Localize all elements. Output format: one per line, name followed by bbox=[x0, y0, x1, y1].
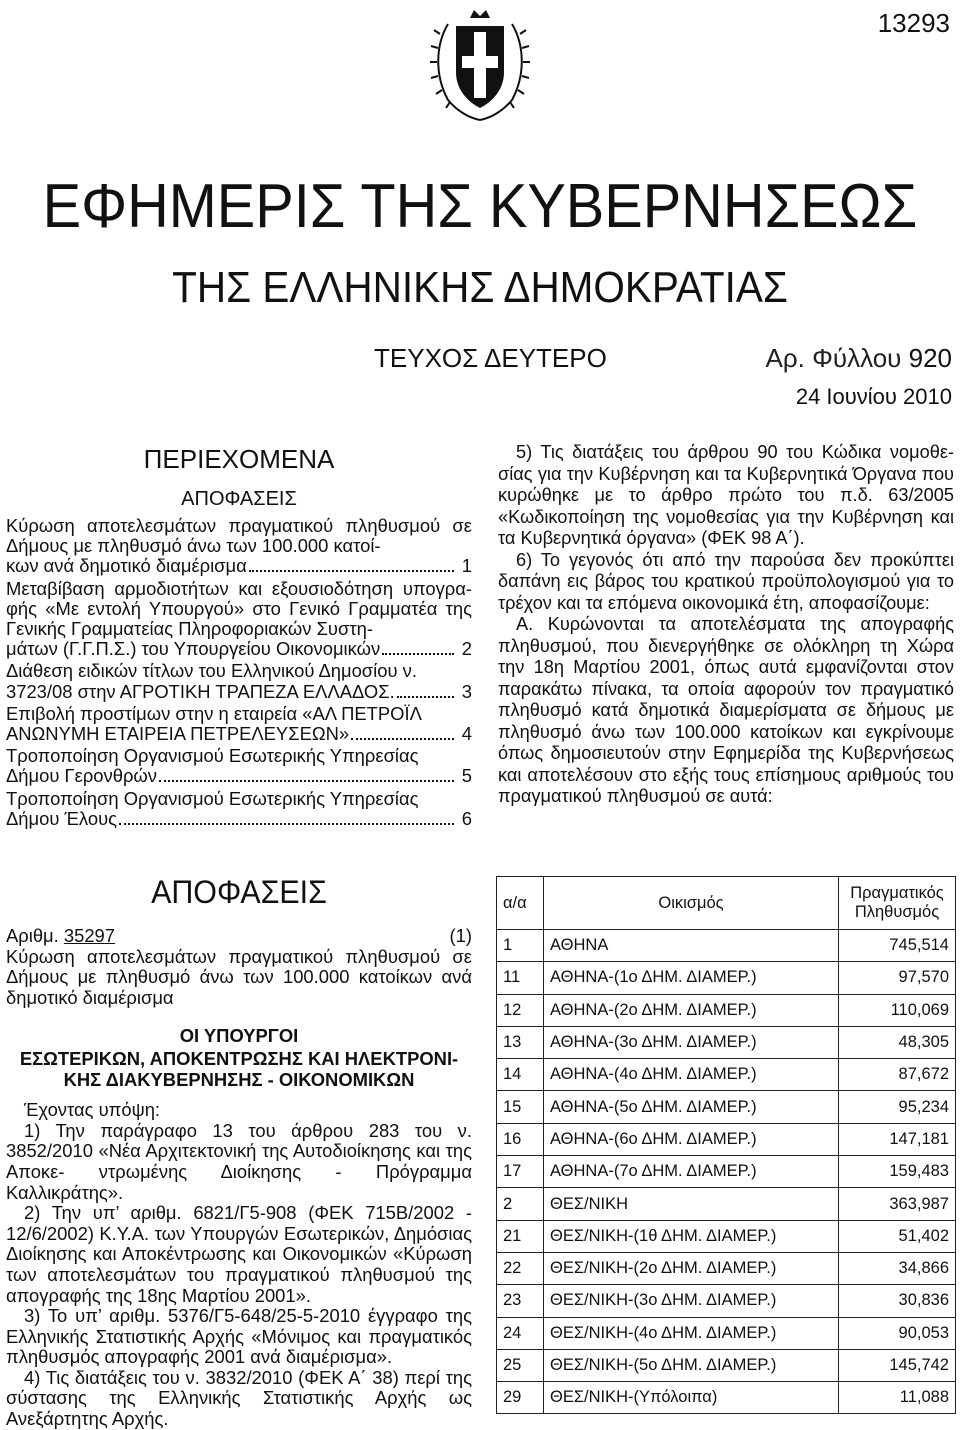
contents-heading: ΠΕΡΙΕΧΟΜΕΝΑ bbox=[143, 444, 335, 474]
row-population: 363,987 bbox=[839, 1188, 956, 1220]
table-row bbox=[497, 1252, 956, 1284]
decision-article-a: Α. Κυρώνονται τα αποτελέσματα της απογραφής πληθυσμού, που διενεργήθηκε σε ολόκληρη τη Χώρα την 18η Μαρτίου 2001, όπως αυτά εμφανίζονται στον παρακάτω πίνακα, τα οποία αφορούν τον πραγματικό πληθυσμό κατά δημοτικά διαμερίσματα σε δήμους με πληθυσμό άνω των 100.000 κατοίκων και εγκρίνουμε όπως δημοσιευτούν στην Εφημερίδα της Κυβερνήσεως και αποτελέσουν στο εξής τους επίσημους αριθμούς του πραγματικού πληθυσμού σε αυτά: bbox=[498, 614, 954, 806]
row-population: 97,570 bbox=[839, 962, 956, 994]
table-row bbox=[497, 962, 956, 994]
recital-4: 4) Τις διατάξεις του ν. 3832/2010 (ΦΕΚ Α΄ 38) περί της σύστασης της Ελληνικής Στατιστικής Αρχής ως Ανεξάρτητης Αρχής. bbox=[6, 1366, 472, 1430]
table-row bbox=[497, 930, 956, 962]
decision-body bbox=[6, 926, 472, 1430]
table-row bbox=[497, 994, 956, 1026]
row-settlement: ΑΘΗΝΑ-(4ο ΔΗΜ. ΔΙΑΜΕΡ.) bbox=[544, 1059, 839, 1091]
row-population: 90,053 bbox=[839, 1317, 956, 1349]
page-number: 13293 bbox=[877, 8, 950, 38]
row-population: 87,672 bbox=[839, 1059, 956, 1091]
row-population: 48,305 bbox=[839, 1026, 956, 1058]
recital-6: 6) Το γεγονός ότι από την παρούσα δεν προκύπτει δαπάνη εις βάρος του κρατικού προϋπολογισμού για το τρέχον και τα επόμενα οικονομικά έτη, αποφασίζουμε: bbox=[498, 549, 954, 613]
table-row bbox=[497, 1026, 956, 1058]
toc-entry[interactable] bbox=[6, 639, 472, 659]
issue-number-value: 920 bbox=[908, 343, 952, 373]
row-population: 745,514 bbox=[839, 930, 956, 962]
issue-series: ΤΕΥΧΟΣ ΔΕΥΤΕΡΟ bbox=[374, 343, 607, 373]
row-settlement: ΑΘΗΝΑ-(2ο ΔΗΜ. ΔΙΑΜΕΡ.) bbox=[544, 994, 839, 1026]
decision-body-continued bbox=[498, 442, 954, 808]
row-population: 95,234 bbox=[839, 1091, 956, 1123]
table-row bbox=[497, 1156, 956, 1188]
table-row bbox=[497, 1285, 956, 1317]
toc-entry-last-line: μάτων (Γ.Γ.Π.Σ.) του Υπουργείου Οικονομικών bbox=[6, 638, 381, 660]
decision-number bbox=[6, 926, 115, 947]
row-code: 2 bbox=[497, 1188, 544, 1220]
toc-entry-last-line: ΑΝΩΝΥΜΗ ΕΤΑΙΡΕΙΑ ΠΕΤΡΕΛΕΥΣΕΩΝ» bbox=[6, 723, 350, 745]
row-settlement: ΑΘΗΝΑ bbox=[544, 930, 839, 962]
row-population: 145,742 bbox=[839, 1349, 956, 1381]
decision-title: Κύρωση αποτελεσμάτων πραγματικού πληθυσμού σε Δήμους με πληθυσμό άνω των 100.000 κατοίκων ανά δημοτικό διαμέρισμα bbox=[6, 945, 472, 1008]
toc-entry-text: Επιβολή προστίμων στην η εταιρεία «ΑΛ ΠΕΤΡΟΪΛ bbox=[6, 702, 422, 724]
toc-entry-last-line: Δήμου Έλους bbox=[6, 807, 117, 829]
leader-dots bbox=[249, 570, 454, 572]
row-settlement: ΘΕΣ/ΝΙΚΗ-(2ο ΔΗΜ. ΔΙΑΜΕΡ.) bbox=[544, 1252, 839, 1284]
ministers-heading-1: ΟΙ ΥΠΟΥΡΓΟΙ bbox=[179, 1025, 299, 1047]
toc-entry-text: Τροποποίηση Οργανισμού Εσωτερικής Υπηρεσίας bbox=[6, 745, 419, 767]
row-code: 14 bbox=[497, 1059, 544, 1091]
toc-page-number: 5 bbox=[461, 765, 472, 787]
row-settlement: ΑΘΗΝΑ-(5ο ΔΗΜ. ΔΙΑΜΕΡ.) bbox=[544, 1091, 839, 1123]
leader-dots bbox=[397, 696, 454, 698]
row-code: 24 bbox=[497, 1317, 544, 1349]
decision-number-line bbox=[6, 926, 472, 947]
row-population: 110,069 bbox=[839, 994, 956, 1026]
row-population: 34,866 bbox=[839, 1252, 956, 1284]
toc-page-number: 6 bbox=[461, 807, 472, 829]
row-population: 11,088 bbox=[839, 1382, 956, 1414]
contents-subheading: ΑΠΟΦΑΣΕΙΣ bbox=[181, 488, 297, 510]
issue-date: 24 Ιουνίου 2010 bbox=[795, 384, 952, 409]
toc-entry[interactable] bbox=[6, 724, 472, 744]
row-code: 1 bbox=[497, 930, 544, 962]
recital-1: 1) Την παράγραφο 13 του άρθρου 283 του ν. 3852/2010 «Νέα Αρχιτεκτονική της Αυτοδιοίκησης και της Αποκε- ντρωμένης Διοίκησης - Πρόγραμμα Καλλικράτης». bbox=[6, 1119, 472, 1203]
row-code: 21 bbox=[497, 1220, 544, 1252]
leader-dots bbox=[119, 823, 454, 825]
leader-dots bbox=[159, 780, 454, 782]
row-settlement: ΑΘΗΝΑ-(7ο ΔΗΜ. ΔΙΑΜΕΡ.) bbox=[544, 1156, 839, 1188]
issue-number-label: Αρ. Φύλλου bbox=[765, 343, 902, 373]
column-header-settlement: Οικισμός bbox=[544, 877, 839, 930]
table-row bbox=[497, 1317, 956, 1349]
row-code: 22 bbox=[497, 1252, 544, 1284]
toc-entry-last-line: κων ανά δημοτικό διαμέρισμα bbox=[6, 555, 247, 577]
toc-entry-text: Μεταβίβαση αρμοδιοτήτων και εξουσιοδότηση υπογρα- φής «Με εντολή Υπουργού» στο Γενικό Γραμματέα της Γενικής Γραμματείας Πληροφοριακών Συστη- bbox=[6, 577, 472, 640]
table-row bbox=[497, 1123, 956, 1155]
recital-3: 3) Το υπ’ αριθμ. 5376/Γ5-648/25-5-2010 έγγραφο της Ελληνικής Στατιστικής Αρχής «Μόνιμος και πραγματικός πληθυσμός απογραφής 2001 ανά διαμέρισμα». bbox=[6, 1305, 472, 1368]
table-row bbox=[497, 1382, 956, 1414]
leader-dots bbox=[382, 653, 454, 655]
gazette-subtitle: ΤΗΣ ΕΛΛΗΝΙΚΗΣ ΔΗΜΟΚΡΑΤΙΑΣ bbox=[172, 263, 788, 312]
row-population: 159,483 bbox=[839, 1156, 956, 1188]
row-code: 16 bbox=[497, 1123, 544, 1155]
gazette-title: ΕΦΗΜΕΡΙΣ ΤΗΣ ΚΥΒΕΡΝΗΣΕΩΣ bbox=[42, 172, 918, 241]
row-settlement: ΘΕΣ/ΝΙΚΗ-(4ο ΔΗΜ. ΔΙΑΜΕΡ.) bbox=[544, 1317, 839, 1349]
ministers-heading-3: ΚΗΣ ΔΙΑΚΥΒΕΡΝΗΣΗΣ - ΟΙΚΟΝΟΜΙΚΩΝ bbox=[63, 1068, 415, 1090]
row-code: 11 bbox=[497, 962, 544, 994]
having-in-mind: Έχοντας υπόψη: bbox=[24, 1099, 161, 1121]
row-settlement: ΑΘΗΝΑ-(6ο ΔΗΜ. ΔΙΑΜΕΡ.) bbox=[544, 1123, 839, 1155]
row-settlement: ΘΕΣ/ΝΙΚΗ-(Υπόλοιπα) bbox=[544, 1382, 839, 1414]
table-row bbox=[497, 1059, 956, 1091]
row-population: 51,402 bbox=[839, 1220, 956, 1252]
row-code: 25 bbox=[497, 1349, 544, 1381]
decision-number-label: Αριθμ. bbox=[6, 925, 59, 946]
toc-page-number: 4 bbox=[461, 723, 472, 745]
toc-entry-last-line: 3723/08 στην ΑΓΡΟΤΙΚΗ ΤΡΑΠΕΖΑ ΕΛΛΑΔΟΣ. bbox=[6, 680, 395, 702]
toc-entry[interactable] bbox=[6, 766, 472, 786]
row-code: 29 bbox=[497, 1382, 544, 1414]
row-population: 30,836 bbox=[839, 1285, 956, 1317]
decisions-heading: ΑΠΟΦΑΣΕΙΣ bbox=[151, 874, 327, 910]
row-settlement: ΘΕΣ/ΝΙΚΗ-(5ο ΔΗΜ. ΔΙΑΜΕΡ.) bbox=[544, 1349, 839, 1381]
decision-number-value: 35297 bbox=[63, 925, 116, 946]
toc-entry[interactable] bbox=[6, 809, 472, 829]
row-code: 13 bbox=[497, 1026, 544, 1058]
column-header-population: Πραγματικός Πληθυσμός bbox=[839, 877, 956, 930]
population-table bbox=[496, 876, 956, 1414]
toc-entry-text: Διάθεση ειδικών τίτλων του Ελληνικού Δημοσίου ν. bbox=[6, 660, 417, 682]
row-code: 23 bbox=[497, 1285, 544, 1317]
issue-number bbox=[766, 343, 952, 374]
coat-of-arms-icon bbox=[426, 4, 534, 124]
row-code: 12 bbox=[497, 994, 544, 1026]
row-population: 147,181 bbox=[839, 1123, 956, 1155]
toc-entry-last-line: Δήμου Γερονθρών bbox=[6, 765, 157, 787]
toc-entry-text: Κύρωση αποτελεσμάτων πραγματικού πληθυσμού σε Δήμους με πληθυσμό άνω των 100.000 κατοί- bbox=[6, 515, 472, 557]
table-row bbox=[497, 1091, 956, 1123]
column-header-aa: α/α bbox=[497, 877, 544, 930]
leader-dots bbox=[351, 738, 454, 740]
row-code: 17 bbox=[497, 1156, 544, 1188]
table-header-row bbox=[497, 877, 956, 930]
toc-entry-text: Τροποποίηση Οργανισμού Εσωτερικής Υπηρεσίας bbox=[6, 787, 419, 809]
toc-page-number: 3 bbox=[461, 680, 472, 702]
toc-entry[interactable] bbox=[6, 556, 472, 576]
toc-entry[interactable] bbox=[6, 682, 472, 702]
table-row bbox=[497, 1188, 956, 1220]
row-settlement: ΑΘΗΝΑ-(3ο ΔΗΜ. ΔΙΑΜΕΡ.) bbox=[544, 1026, 839, 1058]
row-settlement: ΘΕΣ/ΝΙΚΗ-(3ο ΔΗΜ. ΔΙΑΜΕΡ.) bbox=[544, 1285, 839, 1317]
recital-2: 2) Την υπ’ αριθμ. 6821/Γ5-908 (ΦΕΚ 715Β/2002 - 12/6/2002) Κ.Υ.Α. των Υπουργών Εσωτερικών, Δημόσιας Διοίκησης και Αποκέντρωσης και Οικονομικών «Κύρωση των αποτελεσμάτων του πραγματικού πληθυσμού της απογραφής της 18ης Μαρτίου 2001». bbox=[6, 1202, 472, 1306]
row-settlement: ΑΘΗΝΑ-(1ο ΔΗΜ. ΔΙΑΜΕΡ.) bbox=[544, 962, 839, 994]
table-of-contents bbox=[6, 516, 472, 831]
row-settlement: ΘΕΣ/ΝΙΚΗ bbox=[544, 1188, 839, 1220]
toc-page-number: 1 bbox=[461, 555, 472, 577]
table-row bbox=[497, 1349, 956, 1381]
row-code: 15 bbox=[497, 1091, 544, 1123]
recital-5: 5) Τις διατάξεις του άρθρου 90 του Κώδικα νομοθε- σίας για την Κυβέρνηση και τα Κυβερνητικά Όργανα που κυρώθηκε με το άρθρο πρώτο του π.δ. 63/2005 «Κωδικοποίηση της νομοθεσίας για την Κυβέρνηση και τα Κυβερνητικά όργανα» (ΦΕΚ 98 Α΄). bbox=[498, 442, 954, 548]
ministers-heading-2: ΕΣΩΤΕΡΙΚΩΝ, ΑΠΟΚΕΝΤΡΩΣΗΣ ΚΑΙ ΗΛΕΚΤΡΟΝΙ- bbox=[19, 1047, 459, 1069]
table-row bbox=[497, 1220, 956, 1252]
decision-sequence: (1) bbox=[449, 925, 472, 946]
row-settlement: ΘΕΣ/ΝΙΚΗ-(1θ ΔΗΜ. ΔΙΑΜΕΡ.) bbox=[544, 1220, 839, 1252]
toc-page-number: 2 bbox=[461, 638, 472, 660]
